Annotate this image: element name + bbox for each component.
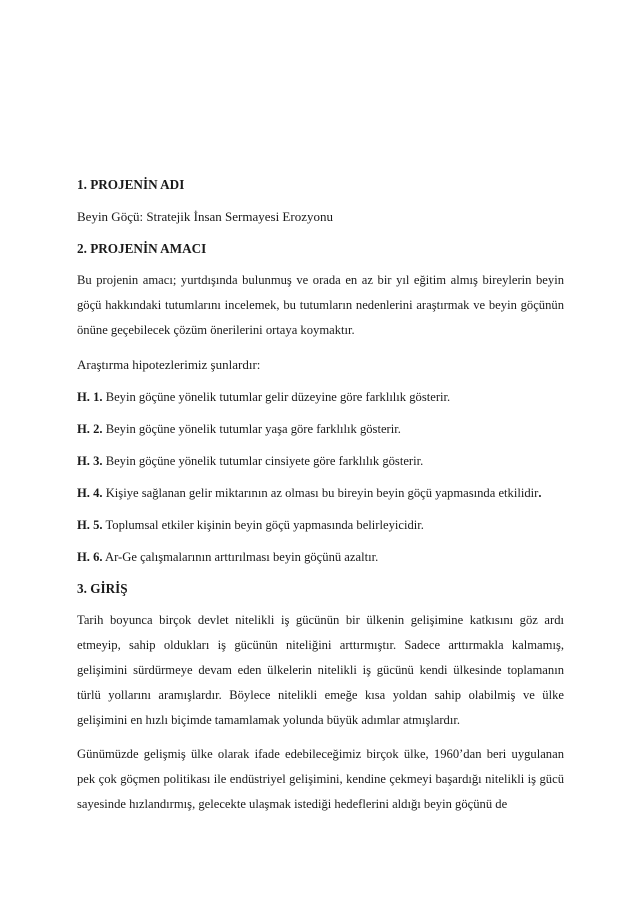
hypothesis-number: H. 1. xyxy=(77,390,103,404)
hypothesis-number: H. 5. xyxy=(77,518,103,532)
hypothesis-item xyxy=(77,420,564,438)
hypothesis-number: H. 6. xyxy=(77,550,103,564)
hypothesis-item xyxy=(77,516,564,534)
hypothesis-number: H. 3. xyxy=(77,454,103,468)
intro-paragraph-2: Günümüzde gelişmiş ülke olarak ifade edebileceğimiz birçok ülke, 1960’dan beri uygulanan pek çok göçmen politikası ile endüstriyel gelişimini, kendine çekmeyi başardığı nitelikli iş gücü sayesinde hızlandırmış, gelecekte ulaşmak istediği hedeflerini aldığı beyin göçünü de xyxy=(77,747,564,811)
hypothesis-item xyxy=(77,484,564,502)
hypothesis-item xyxy=(77,452,564,470)
hypothesis-end-mark: . xyxy=(538,486,542,500)
hypothesis-item xyxy=(77,388,564,406)
hypothesis-text: Kişiye sağlanan gelir miktarının az olması bu bireyin beyin göçü yapmasında etkilidir xyxy=(102,486,539,500)
hypothesis-text: Toplumsal etkiler kişinin beyin göçü yapmasında belirleyicidir. xyxy=(102,518,424,532)
section-heading-introduction: 3. GİRİŞ xyxy=(77,581,128,596)
project-title: Beyin Göçü: Stratejik İnsan Sermayesi Erozyonu xyxy=(77,209,333,224)
hypothesis-item xyxy=(77,548,564,566)
hypothesis-text: Beyin göçüne yönelik tutumlar yaşa göre farklılık gösterir. xyxy=(102,422,401,436)
section-heading-project-name: 1. PROJENİN ADI xyxy=(77,177,185,192)
hypotheses-intro: Araştırma hipotezlerimiz şunlardır: xyxy=(77,357,261,372)
section-heading-project-purpose: 2. PROJENİN AMACI xyxy=(77,241,207,256)
intro-paragraph-1: Tarih boyunca birçok devlet nitelikli iş gücünün bir ülkenin gelişimine katkısını göz ardı etmeyip, sahip oldukları iş gücünün niteliğini arttırmıştır. Sadece arttırmakla kalmamış, gelişimini sürdürmeye devam eden ülkelerin nitelikli iş gücünü kendi ülkesinde toplamanın türlü yollarını aramışlardır. Böylece nitelikli emeğe kısa yoldan sahip olabilmiş ve ülke gelişimini en hızlı biçimde tamamlamak yolunda büyük adımlar atmışlardır. xyxy=(77,613,564,727)
hypothesis-number: H. 2. xyxy=(77,422,103,436)
purpose-paragraph: Bu projenin amacı; yurtdışında bulunmuş ve orada en az bir yıl eğitim almış bireylerin beyin göçü hakkındaki tutumlarını incelemek, bu tutumların nedenlerini araştırmak ve beyin göçünün önüne geçebilecek çözüm önerilerini ortaya koymaktır. xyxy=(77,273,564,337)
hypothesis-text: Ar-Ge çalışmalarının arttırılması beyin göçünü azaltır. xyxy=(102,550,379,564)
hypothesis-text: Beyin göçüne yönelik tutumlar gelir düzeyine göre farklılık gösterir. xyxy=(102,390,451,404)
hypothesis-number: H. 4. xyxy=(77,486,103,500)
hypothesis-text: Beyin göçüne yönelik tutumlar cinsiyete göre farklılık gösterir. xyxy=(102,454,424,468)
